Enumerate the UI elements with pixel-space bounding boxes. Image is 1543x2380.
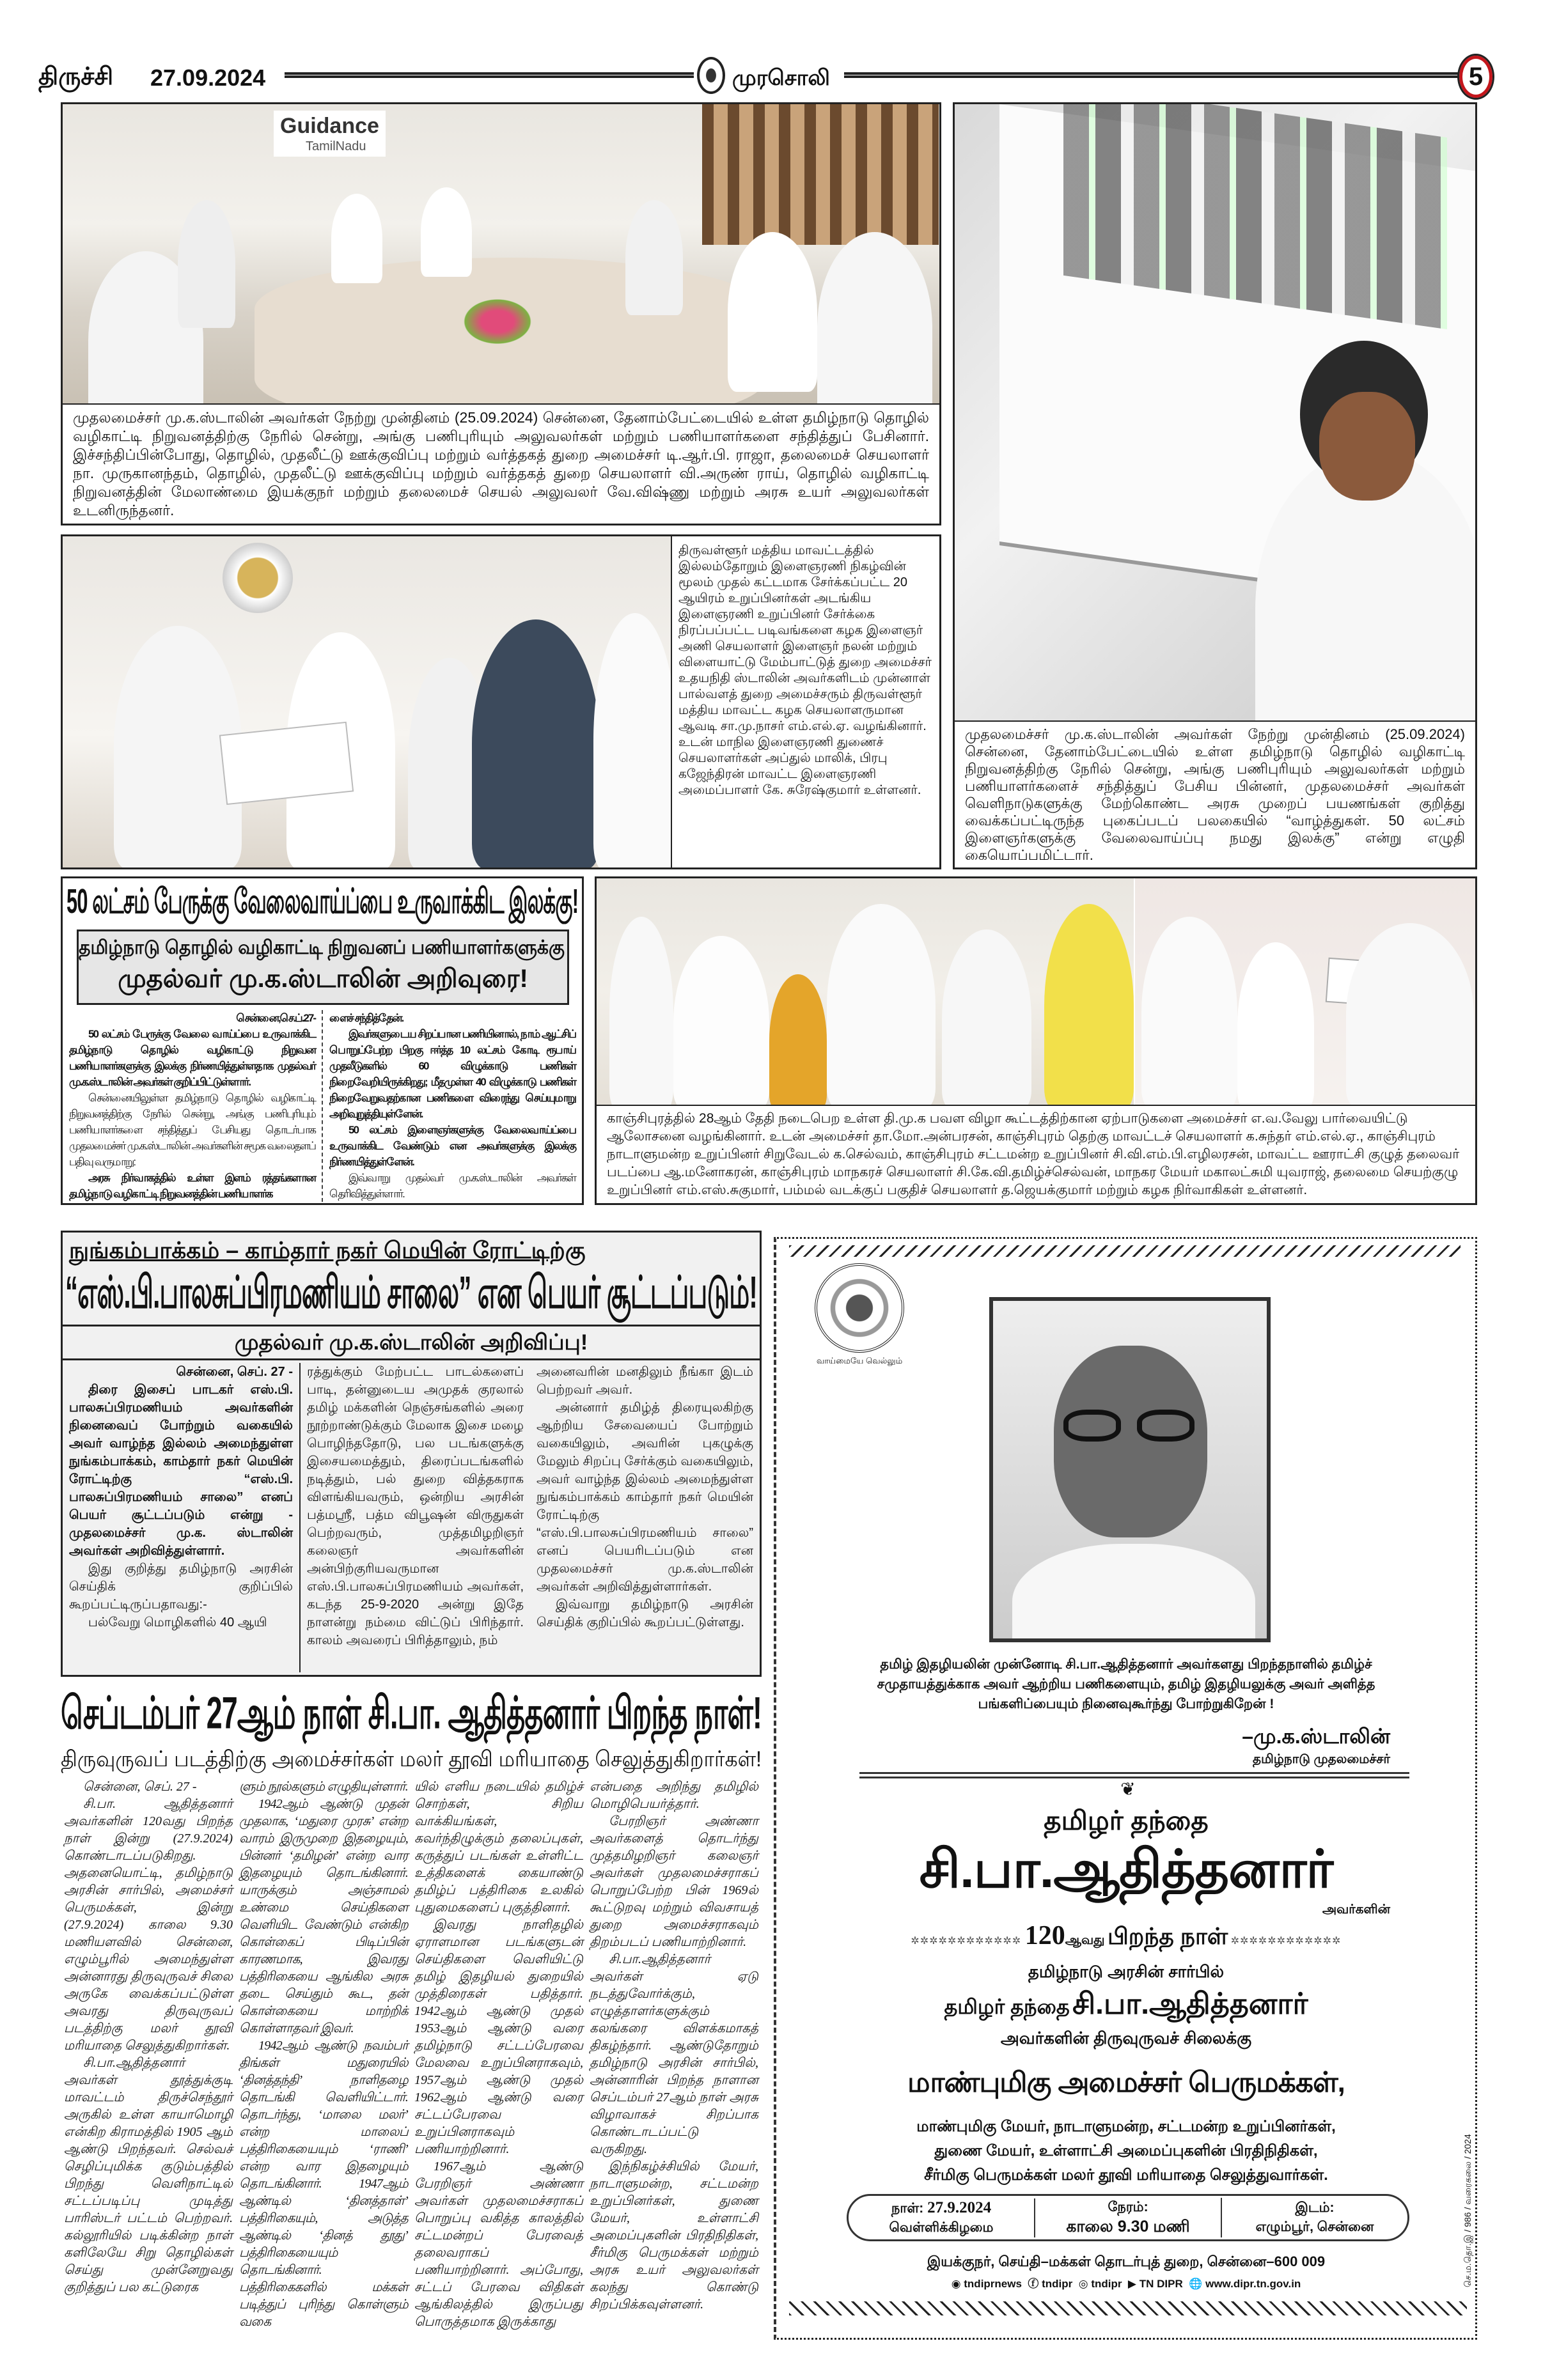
signing-photo (955, 104, 1475, 720)
tn-emblem-icon (815, 1263, 904, 1353)
ad-title-pre: தமிழர் தந்தை (1044, 1805, 1209, 1835)
quote-signatory: –மு.க.ஸ்டாலின் (1242, 1725, 1390, 1748)
story1-body: சென்னை,செ.ப்.27- 50 லட்சம் பேருக்கு வேலை வாய்ப்பை உருவாக்கிட தமிழ்நாடு தொழில் வழிகாட்டு நிறுவன பணியாளர்களுக்கு இலக்கு நிர்ணயித்துள்ளதாக முதல்வர் மு.க.ஸ்டாலின் அவர்கள் குறிப்பிட்டுள்ளார். சென்னையிலுள்ள தமிழ்நாடு தொழில் வழிகாட்டி நிறுவனத்திற்கு நேரில் சென்று, அங்கு பணிபுரியும் பணியாளர்களை சந்தித்துப் பேசியது தொடர்பாக முதலமைச்சர் மு.க.ஸ்டாலின் அவர்களின் சமூக வலைதளப் பதிவு வருமாறு: அரசு நிர்வாகத்தில் உள்ள இளம் ரத்தங்களான தமிழ்நாடு வழிகாட்டி நிறுவனத்தின் பணியாளர்க ளைச் சந்தித்தேன். இவர்களுடைய சிறப்பான பணியினால், நாம் ஆட்சிப் பொறுப்பேற்ற பிறகு ஈர்த்த 10 லட்சம் கோடி ரூபாய் முதலீடுகளில் 60 விழுக்காடு பணிகள் நிறைவேறியிருக்கிறது; மீதமுள்ள 40 விழுக்காடு பணிகள் நிறைவேறுவதற்கான பணிகளை விரைந்து செய்யுமாறு அறிவுறுத்தியுள்ளேன். 50 லட்சம் இளைஞர்களுக்கு வேலைவாய்ப்பை உருவாக்கிட வேண்டும் என அவர்களுக்கு இலக்கு நிர்ணயித்துள்ளேன். இவ்வாறு முதல்வர் மு.க.ஸ்டாலின் அவர்கள் தெரிவித்துள்ளார். (63, 1010, 582, 1202)
social-facebook[interactable]: tndipr (1042, 2278, 1073, 2290)
event-date: நாள்: 27.9.2024 வெள்ளிக்கிழமை (849, 2198, 1035, 2237)
release-code: செ.ம.தொ.இ / 986 / வரைகலை / 2024 (1462, 2134, 1473, 2287)
anniversary-number: 120 (1024, 1921, 1065, 1950)
kanchipuram-photos (597, 878, 1475, 1105)
facebook-icon: ⓕ (1028, 2278, 1039, 2290)
photo-story-kanchipuram (595, 876, 1477, 1205)
masthead-rule-left (285, 72, 694, 78)
anniversary-line: ✲✲✲✲✲✲✲✲✲✲✲✲ 120ஆவது பிறந்த நாள் ✲✲✲✲✲✲✲✲✲✲✲✲ (911, 1921, 1342, 1950)
story3-body: சென்னை, செப். 27 - சி.பா. ஆதித்தனார் அவர்களின் 120வது பிறந்த நாள் இன்று (27.9.2024) கொண்டாடப்படுகிறது. அதனையொட்டி, தமிழ்நாடு அரசின் சார்பில், அமைச்சர் பெருமக்கள், இன்று (27.9.2024) காலை 9.30 மணியளவில் சென்னை, எழும்பூரில் அமைந்துள்ள அன்னாரது திருவுருவச் சிலை அருகே வைக்கப்பட்டுள்ள அவரது திருவுருவப் படத்திற்கு மலர் தூவி மரியாதை செலுத்துகிறார்கள். சி.பா.ஆதித்தனார் அவர்கள் தூத்துக்குடி மாவட்டம் திருச்செந்தூர் அருகில் உள்ள காயாமொழி என்கிற கிராமத்தில் 1905 ஆம் ஆண்டு பிறந்தவர். செல்வச் செழிப்புமிக்க குடும்பத்தில் பிறந்து வெளிநாட்டில் சட்டப்படிப்பு முடித்து பாரிஸ்டர் பட்டம் பெற்றவர். கல்லூரியில் படிக்கின்ற நாள் களிலேயே சிறு தொழில்கள் செய்து முன்னேறுவது குறித்துப் பல கட்டுரைக ளும் நூல்களும் எழுதியுள்ளார். 1942ஆம் ஆண்டு முதன் முதலாக, ‘மதுரை முரசு’ என்ற வாரம் இருமுறை இதழையும், பின்னர் ‘தமிழன்’ என்ற வார இதழையும் தொடங்கினார். யாருக்கும் அஞ்சாமல் உண்மை செய்திகளை வெளியிட வேண்டும் என்கிற கொள்கைப் பிடிப்பின் காரணமாக, இவரது பத்திரிகையை ஆங்கில அரசு தடை செய்தும் கூட, தன் கொள்கையை மாற்றிக் கொள்ளாதவர் இவர். 1942ஆம் ஆண்டு நவம்பர் திங்கள் மதுரையில் ‘தினத்தந்தி’ நாளிதழை தொடங்கி வெளியிட்டார். தொடர்ந்து, ‘மாலை மலர்’ என்ற மாலைப் பத்திரிகையையும் ‘ராணி’ என்ற வார இதழையும் தொடங்கினார். 1947ஆம் ஆண்டில் ‘தினத்தாள்’ பத்திரிகையும், அடுத்த ஆண்டில் ‘தினத் தூது’ பத்திரிகையையும் தொடங்கினார். பத்திரிகைகளில் மக்கள் படித்துப் புரிந்து கொள்ளும் வகை யில் எளிய நடையில் தமிழ்ச் சொற்கள், சிறிய வாக்கியங்கள், கவர்ந்திழுக்கும் தலைப்புகள், கருத்துப் படங்கள் உள்ளிட்ட உத்திகளைக் கையாண்டு தமிழ்ப் பத்திரிகை உலகில் புதுமைகளைப் புகுத்தினார். இவரது நாளிதழில் ஏராளமான படங்களுடன் செய்திகளை வெளியிட்டு தமிழ் இதழியல் துறையில் முத்திரைகள் பதித்தார். 1942ஆம் ஆண்டு முதல் 1953ஆம் ஆண்டு வரை தமிழ்நாடு சட்டப்பேரவை மேலவை உறுப்பினராகவும், 1957ஆம் ஆண்டு முதல் 1962ஆம் ஆண்டு வரை சட்டப்பேரவை உறுப்பினராகவும் பணியாற்றினார். 1967ஆம் ஆண்டு பேரறிஞர் அண்ணா அவர்கள் முதலமைச்சராகப் பொறுப்பு வகித்த காலத்தில் சட்டமன்றப் பேரவைத் தலைவராகப் பணியாற்றினார். அப்போது, சட்டப் பேரவை விதிகள் ஆங்கிலத்தில் இருப்பது பொருத்தமாக இருக்காது என்பதை அறிந்து தமிழில் மொழிபெயர்த்தார். பேரறிஞர் அண்ணா அவர்களைத் தொடர்ந்து முத்தமிழறிஞர் கலைஞர் அவர்கள் முதலமைச்சராகப் பொறுப்பேற்ற பின் 1969ல் கூட்டுறவு மற்றும் விவசாயத் துறை அமைச்சராகவும் திறம்படப் பணியாற்றினார். சி.பா.ஆதித்தனார் அவர்கள் ஏடு நடத்துவோர்க்கும், எழுத்தாளர்களுக்கும் கலங்கரை விளக்கமாகத் திகழ்ந்தார். ஆண்டுதோறும் தமிழ்நாடு அரசின் சார்பில், அன்னாரின் பிறந்த நாளான செப்டம்பர் 27ஆம் நாள் அரசு விழாவாகச் சிறப்பாக கொண்டாடப்பட்டு வருகிறது. இந்நிகழ்ச்சியில் மேயர், நாடாளுமன்ற, சட்டமன்ற உறுப்பினர்கள், துணை மேயர், உள்ளாட்சி அமைப்புகளின் பிரதிநிதிகள், சீர்மிகு பெருமக்கள் மற்றும் அரசு உயர் அலுவலர்கள் கலந்து கொண்டு சிறப்பிக்கவுள்ளனர். (64, 1780, 758, 2329)
story-spb-road (61, 1231, 762, 1677)
story2-headline: “எஸ்.பி.பாலசுப்பிரமணியம் சாலை” என பெயர் சூட்டப்படும்! (65, 1268, 757, 1318)
photo-story-youth-wing (61, 534, 941, 869)
adithanar-portrait (989, 1297, 1271, 1642)
government-advertisement: வாய்மையே வெல்லும் தமிழ் இதழியலின் முன்னோடி சி.பா.ஆதித்தனார் அவர்களது பிறந்தநாளில் தமிழ்ச் சமுதாயத்துக்காக அவர் ஆற்றிய பணிகளையும், தமிழ் இதழியலுக்கு அவர் அளித்த பங்களிப்பையும் நினைவுகூர்ந்து போற்றுகிறேன் ! –மு.க.ஸ்டாலின் தமிழ்நாடு முதலமைச்சர் ❦ தமிழர் தந்தை சி.பா.ஆதித்தனார் அவர்களின் ✲✲✲✲✲✲✲✲✲✲✲✲ 120ஆவது பிறந்த நாள் ✲✲✲✲✲✲✲✲✲✲✲✲ தமிழ்நாடு அரசின் சார்பில் தமிழர் தந்தை சி.பா.ஆதித்தனார் அவர்களின் திருவுருவச் சிலைக்கு மாண்புமிகு அமைச்சர் பெருமக்கள், மாண்புமிகு மேயர், நாடாளுமன்ற, சட்டமன்ற உறுப்பினர்கள், துணை மேயர், உள்ளாட்சி அமைப்புகளின் பிரதிநிதிகள், சீர்மிகு பெருமக்கள் மலர் தூவி மரியாதை செலுத்துவார்கள். நாள்: 27.9.2024 வெள்ளிக்கிழமை நேரம்: காலை 9.30 மணி இடம்: எழும்பூர், சென்னை இயக்குநர், செய்தி–மக்கள் தொடர்புத் துறை, சென்னை–600 009 ◉ tndiprnews ⓕ tndipr ◎ tndipr ▶ TN DIPR 🌐 www.dipr.tn.gov.in செ.ம.தொ.இ / 986 / வரைகலை / 2024 (774, 1237, 1477, 2340)
ad-title-post: அவர்களின் (1322, 1902, 1390, 1917)
meeting-photo (63, 104, 939, 403)
ad-border-top (789, 1245, 1461, 1257)
story2-subhead: முதல்வர் மு.க.ஸ்டாலின் அறிவிப்பு! (234, 1330, 588, 1355)
story2-body: சென்னை, செப். 27 - திரை இசைப் பாடகர் எஸ்.பி. பாலசுப்பிரமணியம் அவர்களின் நினைவைப் போற்றும் வகையில் அவர் வாழ்ந்த இல்லம் அமைந்துள்ள நுங்கம்பாக்கம், காம்தார் நகர் மெயின் ரோட்டிற்கு “எஸ்.பி. பாலசுப்பிரமணியம் சாலை” எனப் பெயர் சூட்டப்படும் என்று - முதலமைச்சர் மு.க. ஸ்டாலின் அவர்கள் அறிவித்துள்ளார். இது குறித்து தமிழ்நாடு அரசின் செய்திக் குறிப்பில் கூறப்பட்டிருப்பதாவது:- பல்வேறு மொழிகளில் 40 ஆயி ரத்துக்கும் மேற்பட்ட பாடல்களைப் பாடி, தன்னுடைய அமுதக் குரலால் தமிழ் மக்களின் நெஞ்சங்களில் அரை நூற்றாண்டுக்கும் மேலாக இசை மழை பொழிந்ததோடு, பல படங்களுக்கு இசையமைத்தும், திரைப்படங்களில் நடித்தும், பல் துறை வித்தகராக விளங்கியவரும், ஒன்றிய அரசின் பத்மஸ்ரீ, பத்ம விபூஷன் விருதுகள் பெற்றவரும், முத்தமிழறிஞர் கலைஞர் அவர்களின் அன்பிற்குரியவருமான எஸ்.பி.பாலசுப்பிரமணியம் அவர்கள், கடந்த 25-9-2020 அன்று இதே நாளன்று நம்மை விட்டுப் பிரிந்தார். காலம் அவரைப் பிரித்தாலும், நம் அனைவரின் மனதிலும் நீங்கா இடம் பெற்றவர் அவர். அன்னார் தமிழ்த் திரையுலகிற்கு ஆற்றிய சேவையைப் போற்றும் வகையிலும், அவரின் புகழுக்கு மேலும் சிறப்பு சேர்க்கும் வகையிலும், அவர் வாழ்ந்த இல்லம் அமைந்துள்ள நுங்கம்பாக்கம் காம்தார் நகர் மெயின் ரோட்டிற்கு “எஸ்.பி.பாலசுப்பிரமணியம் சாலை” எனப் பெயரிடப்படும் என முதலமைச்சர் மு.க.ஸ்டாலின் அவர்கள் அறிவித்துள்ளார்கள். இவ்வாறு தமிழ்நாடு அரசின் செய்திக் குறிப்பில் கூறப்பட்டுள்ளது. (63, 1363, 760, 1672)
youth-wing-photo (63, 536, 671, 867)
photo3-caption: காஞ்சிபுரத்தில் 28ஆம் தேதி நடைபெற உள்ள தி.மு.க பவள விழா கூட்டத்திற்கான ஏற்பாடுகளை அமைச்சர் எ.வ.வேலு பார்வையிட்டு ஆலோசனை வழங்கினார். உடன் அமைச்சர் தா.மோ.அன்பரசன், காஞ்சிபுரம் தெற்கு மாவட்டச் செயலாளர் க.சுந்தர் எம்.எல்.ஏ., காஞ்சிபுரம் நாடாளுமன்ற உறுப்பினர் சிறுவேடல் க.செல்வம், காஞ்சிபுரம் சட்டமன்ற உறுப்பினர் சி.வி.எம்.பி.எழிலரசன், மாவட்ட ஊராட்சி குழுத் தலைவர் படப்பை ஆ.மனோகரன், காஞ்சிபுரம் மாநகரச் செயலாளர் சி.கே.வி.தமிழ்ச்செல்வன், மாநகர மேயர் மகாலட்சுமி யுவராஜ், தலைமை செயற்குழு உறுப்பினர் எம்.எஸ்.சுகுமார், பம்மல் வடக்குப் பகுதிச் செயலாளர் த.ஜெயக்குமார் மற்றும் கழக நிர்வாகிகள் உள்ளனர். (597, 1105, 1475, 1203)
ad-issuer: இயக்குநர், செய்தி–மக்கள் தொடர்புத் துறை, சென்னை–600 009 (927, 2253, 1326, 2269)
masthead (0, 61, 1543, 99)
story1-subhead-box: தமிழ்நாடு தொழில் வழிகாட்டி நிறுவனப் பணியாளர்களுக்கு முதல்வர் மு.க.ஸ்டாலின் அறிவுரை! (77, 929, 569, 1005)
paper-name: முரசொலி (732, 66, 830, 90)
event-info-panel (847, 2194, 1409, 2241)
cm-quote: தமிழ் இதழியலின் முன்னோடி சி.பா.ஆதித்தனார் அவர்களது பிறந்தநாளில் தமிழ்ச் சமுதாயத்துக்காக அவர் ஆற்றிய பணிகளையும், தமிழ் இதழியலுக்கு அவர் அளித்த பங்களிப்பையும் நினைவுகூர்ந்து போற்றுகிறேன் ! (877, 1657, 1375, 1711)
masthead-rule-right (844, 72, 1458, 78)
event-venue: இடம்: எழும்பூர், சென்னை (1255, 2200, 1374, 2234)
social-instagram[interactable]: tndipr (1091, 2278, 1122, 2290)
youtube-icon: ▶ (1127, 2278, 1136, 2290)
story1-headline: 50 லட்சம் பேருக்கு வேலைவாய்ப்பை உருவாக்கிட இலக்கு! (67, 882, 579, 921)
photo-right-caption: முதலமைச்சர் மு.க.ஸ்டாலின் அவர்கள் நேற்று முன்தினம் (25.09.2024) சென்னை, தேனாம்பேட்டையில் உள்ள தமிழ்நாடு தொழில் வழிகாட்டி நிறுவனத்திற்கு நேரில் சென்று, அங்கு பணிபுரியும் அலுவலர்கள் மற்றும் பணியாளர்களைச் சந்தித்துப் பேசிய பின்னர், முதலமைச்சர் அவர்கள் வெளிநாடுகளுக்கு மேற்கொண்ட அரசு முறைப் பயணங்கள் குறித்து வைக்கப்பட்டிருந்த புகைப்படப் பலகையில் “வாழ்த்துகள். 50 லட்சம் இளைஞர்களுக்கு வேலைவாய்ப்பு நமது இலக்கு” என்று எழுதி கையொப்பமிட்டார். (955, 720, 1475, 867)
story-adithanar-birthday (61, 1688, 762, 2346)
photo2-caption: திருவள்ளூர் மத்திய மாவட்டத்தில் இல்லம்தோறும் இளைஞரணி நிகழ்வின் மூலம் முதல் கட்டமாக சேர்க்கப்பட்ட 20 ஆயிரம் உறுப்பினர்கள் அடங்கிய இளைஞரணி உறுப்பினர் சேர்க்கை நிரப்பப்பட்ட படிவங்களை கழக இளைஞர் அணி செயலாளர் இளைஞர் நலன் மற்றும் விளையாட்டு மேம்பாட்டுத் துறை அமைச்சர் உதயநிதி ஸ்டாலின் அவர்களிடம் முன்னாள் பால்வளத் துறை அமைச்சரும் திருவள்ளூர் மத்திய மாவட்ட கழக செயலாளருமான ஆவடி சா.மு.நாசர் எம்.எல்.ஏ. வழங்கினார். உடன் மாநில இளைஞரணி துணைச் செயலாளர்கள் அப்துல் மாலிக், பிரபு கஜேந்திரன் மாவட்ட இளைஞரணி அமைப்பாளர் கே. சுரேஷ்குமார் உள்ளனர். (671, 536, 939, 867)
photo1-caption: முதலமைச்சர் மு.க.ஸ்டாலின் அவர்கள் நேற்று முன்தினம் (25.09.2024) சென்னை, தேனாம்பேட்டையில் உள்ள தமிழ்நாடு தொழில் வழிகாட்டி நிறுவனத்திற்கு நேரில் சென்று, அங்கு பணிபுரியும் அலுவலர்கள் மற்றும் பணியாளர்களை சந்தித்துப் பேசினார். இச்சந்திப்பின்போது, தொழில், முதலீட்டு ஊக்குவிப்பு மற்றும் வர்த்தகத் துறை அமைச்சர் டி.ஆர்.பி. ராஜா, தலைமைச் செயலாளர் நா. முருகானந்தம், தொழில், முதலீட்டு ஊக்குவிப்பு மற்றும் வர்த்தகத் துறை செயலாளர் வி.அருண் ராய், தொழில் வழிகாட்டி நிறுவனத்தின் மேலாண்மை இயக்குநர் மற்றும் தலைமைச் செயல் அலுவலர் வே.விஷ்ணு மற்றும் அரசு உயர் அலுவலர்கள் உடனிருந்தனர். (63, 403, 939, 524)
globe-icon: 🌐 (1189, 2278, 1203, 2290)
photo-story-guidance-meeting (61, 102, 941, 525)
page-number-badge: 5 (1459, 56, 1492, 98)
story-50-lakh-jobs (61, 876, 584, 1205)
signatory-title: தமிழ்நாடு முதலமைச்சர் (1253, 1752, 1390, 1766)
ad-border-bottom (789, 2301, 1467, 2315)
story2-dateline: சென்னை, செப். 27 - (176, 1365, 293, 1379)
ad-title-name: சி.பா.ஆதித்தனார் (919, 1840, 1333, 1899)
social-links (776, 2276, 1476, 2292)
edition-name: திருச்சி (38, 63, 114, 90)
kanchipuram-photo-left (597, 878, 1134, 1105)
social-twitter[interactable]: tndiprnews (964, 2278, 1022, 2290)
story1-dateline: சென்னை,செ.ப்.27- (236, 1012, 315, 1024)
story3-headline: செப்டம்பர் 27ஆம் நாள் சி.பா. ஆதித்தனார் பிறந்த நாள்! (61, 1688, 762, 1739)
kanchipuram-photo-right (1135, 878, 1475, 1105)
event-time: நேரம்: காலை 9.30 மணி (1035, 2198, 1222, 2237)
instagram-icon: ◎ (1078, 2278, 1088, 2290)
story3-subhead: திருவுருவப் படத்திற்கு அமைச்சர்கள் மலர் தூவி மரியாதை செலுத்துகிறார்கள்! (61, 1747, 762, 1771)
story2-kicker: நுங்கம்பாக்கம் – காம்தார் நகர் மெயின் ரோட்டிற்கு (69, 1237, 586, 1263)
emblem-motto: வாய்மையே வெல்லும் (816, 1356, 903, 1365)
ornament-icon: ❦ (1120, 1779, 1136, 1799)
photo-story-signing-board (953, 102, 1477, 869)
paper-logo-icon (697, 57, 725, 94)
social-youtube[interactable]: TN DIPR (1139, 2278, 1183, 2290)
guidance-sign: Guidance TamilNadu (274, 111, 386, 157)
twitter-icon: ◉ (951, 2278, 961, 2290)
issue-date: 27.09.2024 (150, 65, 266, 91)
social-website[interactable]: www.dipr.tn.gov.in (1205, 2278, 1301, 2290)
